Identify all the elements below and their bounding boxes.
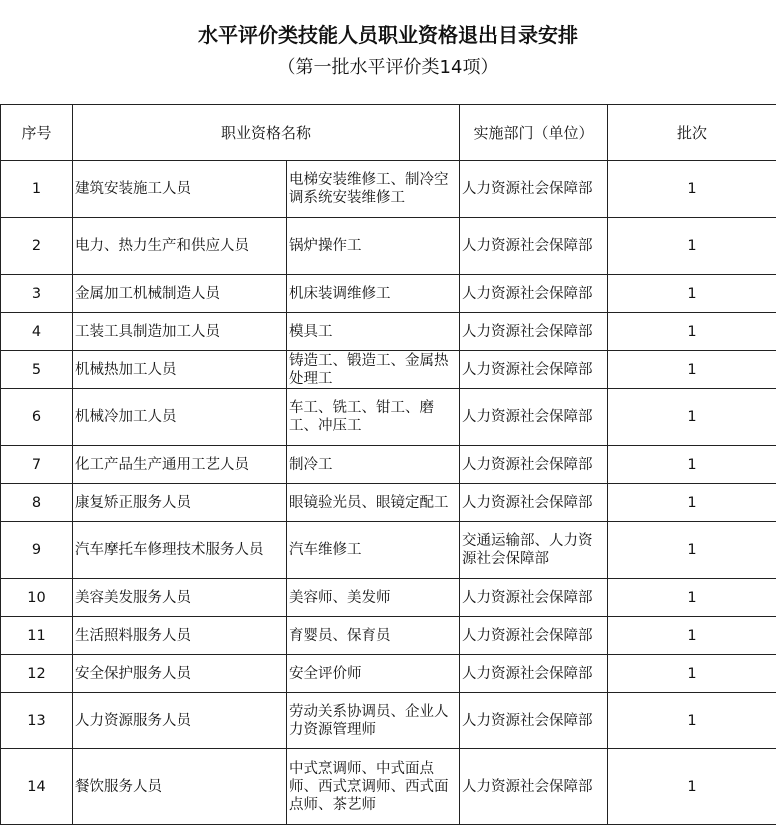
table-body: [1, 105, 776, 825]
table-row: [1, 351, 776, 389]
row-category: 机械冷加工人员: [73, 389, 287, 446]
row-department: 人力资源社会保障部: [460, 218, 608, 275]
row-seq: 14: [1, 749, 73, 825]
row-seq: 2: [1, 218, 73, 275]
row-seq: 11: [1, 617, 73, 655]
row-department: 人力资源社会保障部: [460, 313, 608, 351]
row-batch: 1: [608, 313, 776, 351]
row-qualification: 安全评价师: [287, 655, 460, 693]
table-row: [1, 522, 776, 579]
row-seq: 9: [1, 522, 73, 579]
table-row: [1, 161, 776, 218]
row-batch: 1: [608, 161, 776, 218]
row-qualification: 制冷工: [287, 446, 460, 484]
row-category: 电力、热力生产和供应人员: [73, 218, 287, 275]
row-batch: 1: [608, 351, 776, 389]
header-seq: 序号: [1, 105, 73, 161]
row-qualification: 电梯安装维修工、制冷空调系统安装维修工: [287, 161, 460, 218]
row-qualification: 育婴员、保育员: [287, 617, 460, 655]
row-department: 人力资源社会保障部: [460, 617, 608, 655]
row-batch: 1: [608, 446, 776, 484]
row-category: 建筑安装施工人员: [73, 161, 287, 218]
table-row: [1, 749, 776, 825]
row-seq: 7: [1, 446, 73, 484]
row-qualification: 眼镜验光员、眼镜定配工: [287, 484, 460, 522]
header-batch: 批次: [608, 105, 776, 161]
page-subtitle: （第一批水平评价类14项）: [277, 57, 499, 78]
qualification-table: [0, 104, 776, 825]
row-batch: 1: [608, 579, 776, 617]
row-seq: 8: [1, 484, 73, 522]
row-department: 人力资源社会保障部: [460, 351, 608, 389]
row-qualification: 铸造工、锻造工、金属热处理工: [287, 351, 460, 389]
row-qualification: 机床装调维修工: [287, 275, 460, 313]
row-batch: 1: [608, 749, 776, 825]
table-row: [1, 446, 776, 484]
row-department: 人力资源社会保障部: [460, 749, 608, 825]
table-row: [1, 484, 776, 522]
row-batch: 1: [608, 693, 776, 749]
row-batch: 1: [608, 484, 776, 522]
table-row: [1, 617, 776, 655]
table-row: [1, 275, 776, 313]
table-row: [1, 218, 776, 275]
row-category: 餐饮服务人员: [73, 749, 287, 825]
row-department: 人力资源社会保障部: [460, 655, 608, 693]
row-seq: 10: [1, 579, 73, 617]
row-department: 人力资源社会保障部: [460, 693, 608, 749]
table-row: [1, 579, 776, 617]
row-batch: 1: [608, 617, 776, 655]
row-category: 化工产品生产通用工艺人员: [73, 446, 287, 484]
row-category: 生活照料服务人员: [73, 617, 287, 655]
row-department: 人力资源社会保障部: [460, 446, 608, 484]
table-row: [1, 693, 776, 749]
row-seq: 1: [1, 161, 73, 218]
row-category: 汽车摩托车修理技术服务人员: [73, 522, 287, 579]
row-category: 康复矫正服务人员: [73, 484, 287, 522]
row-batch: 1: [608, 655, 776, 693]
row-seq: 13: [1, 693, 73, 749]
row-batch: 1: [608, 275, 776, 313]
row-category: 工装工具制造加工人员: [73, 313, 287, 351]
row-batch: 1: [608, 389, 776, 446]
row-category: 机械热加工人员: [73, 351, 287, 389]
row-qualification: 劳动关系协调员、企业人力资源管理师: [287, 693, 460, 749]
row-category: 人力资源服务人员: [73, 693, 287, 749]
row-seq: 3: [1, 275, 73, 313]
row-seq: 6: [1, 389, 73, 446]
row-qualification: 车工、铣工、钳工、磨工、冲压工: [287, 389, 460, 446]
row-qualification: 模具工: [287, 313, 460, 351]
table-row: [1, 389, 776, 446]
row-department: 人力资源社会保障部: [460, 275, 608, 313]
table-row: [1, 313, 776, 351]
row-batch: 1: [608, 522, 776, 579]
header-dept: 实施部门（单位）: [460, 105, 608, 161]
row-department: 人力资源社会保障部: [460, 484, 608, 522]
row-qualification: 汽车维修工: [287, 522, 460, 579]
row-department: 人力资源社会保障部: [460, 579, 608, 617]
row-category: 美容美发服务人员: [73, 579, 287, 617]
row-department: 人力资源社会保障部: [460, 389, 608, 446]
header-name: 职业资格名称: [73, 105, 460, 161]
title-block: [0, 0, 776, 104]
row-qualification: 锅炉操作工: [287, 218, 460, 275]
row-seq: 4: [1, 313, 73, 351]
row-category: 金属加工机械制造人员: [73, 275, 287, 313]
row-qualification: 中式烹调师、中式面点师、西式烹调师、西式面点师、茶艺师: [287, 749, 460, 825]
row-seq: 5: [1, 351, 73, 389]
page-title: 水平评价类技能人员职业资格退出目录安排: [198, 23, 578, 47]
row-batch: 1: [608, 218, 776, 275]
row-department: 人力资源社会保障部: [460, 161, 608, 218]
row-seq: 12: [1, 655, 73, 693]
row-department: 交通运输部、人力资源社会保障部: [460, 522, 608, 579]
table-row: [1, 655, 776, 693]
header-row: [1, 105, 776, 161]
row-category: 安全保护服务人员: [73, 655, 287, 693]
row-qualification: 美容师、美发师: [287, 579, 460, 617]
